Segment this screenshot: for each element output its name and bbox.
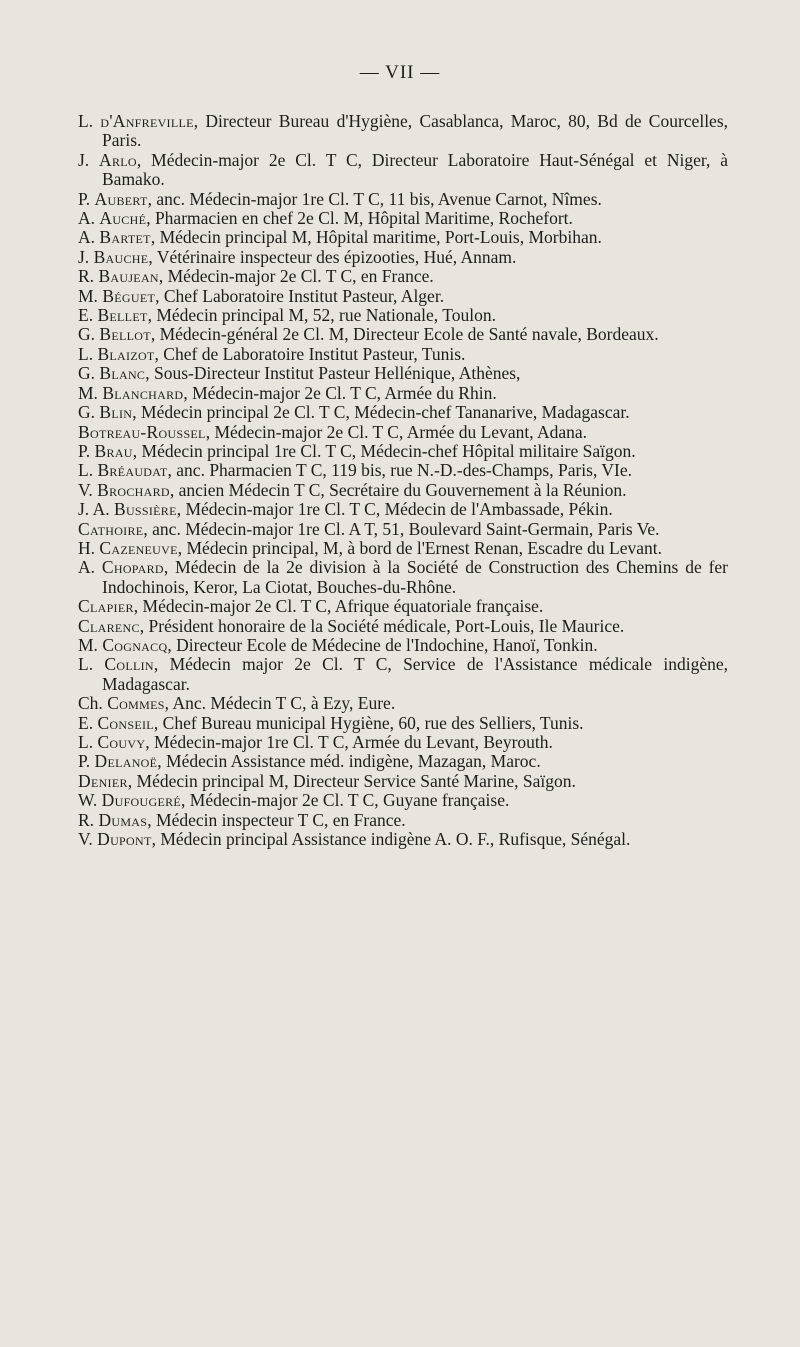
entry-initial: R. — [78, 809, 99, 830]
entry-initial: P. — [78, 188, 95, 209]
entry-description: Médecin-major 2e Cl. T C, Directeur Laboratoire Haut-Sénégal et Niger, à Bamako. — [102, 149, 728, 190]
entry-description: Directeur Ecole de Médecine de l'Indochine, Hanoï, Tonkin. — [176, 634, 598, 655]
list-item: R. Baujean, Médecin-major 2e Cl. T C, en France. — [78, 266, 434, 287]
entry-name: Clapier — [78, 596, 134, 617]
entry-description: Médecin principal 2e Cl. T C, Médecin-chef Tananarive, Madagascar. — [141, 402, 630, 423]
list-item: J. Bauche, Vétérinaire inspecteur des épizooties, Hué, Annam. — [78, 246, 517, 267]
list-item: W. Dufougeré, Médecin-major 2e Cl. T C, Guyane française. — [78, 790, 510, 811]
entry-name: Dupont — [97, 829, 152, 850]
entry-description: anc. Médecin-major 1re Cl. A T, 51, Boulevard Saint-Germain, Paris Ve. — [152, 518, 660, 539]
list-item: L. Blaizot, Chef de Laboratoire Institut Pasteur, Tunis. — [78, 343, 466, 364]
entry-description: Vétérinaire inspecteur des épizooties, Hué, Annam. — [156, 246, 517, 267]
entry-name: Collin — [104, 654, 154, 675]
entry-initial: G. — [78, 402, 100, 423]
entry-description: Chef de Laboratoire Institut Pasteur, Tunis. — [163, 343, 466, 364]
entry-description: Médecin principal M, Directeur Service Santé Marine, Saïgon. — [136, 770, 576, 791]
list-item: E. Bellet, Médecin principal M, 52, rue Nationale, Toulon. — [78, 305, 496, 326]
entry-name: Dufougeré — [101, 790, 182, 811]
entry-initial: E. — [78, 712, 98, 733]
entry-description: Médecin-major 1re Cl. T C, Médecin de l'Ambassade, Pékin. — [185, 499, 613, 520]
entry-name: Bauche — [93, 246, 149, 267]
list-item: P. Brau, Médecin principal 1re Cl. T C, Médecin-chef Hôpital militaire Saïgon. — [78, 440, 636, 461]
entry-description: Médecin-major 2e Cl. T C, en France. — [167, 266, 434, 287]
list-item: A. Chopard, Médecin de la 2e division à la Société de Construction des Chemins de fer Indochinois, Keror, La Ciotat, Bouches-du-Rhône. — [78, 557, 729, 597]
entry-initial: M. — [78, 382, 103, 403]
entry-name: Brau — [94, 440, 133, 461]
entry-initial: L. — [78, 460, 98, 481]
entry-name: d'Anfreville — [100, 111, 194, 131]
entry-description: anc. Pharmacien T C, 119 bis, rue N.-D.-des-Champs, Paris, VIe. — [176, 460, 633, 481]
entry-initial: J. — [78, 246, 94, 267]
list-item: A. Bartet, Médecin principal M, Hôpital maritime, Port-Louis, Morbihan. — [78, 227, 602, 248]
entry-name: Baujean — [98, 266, 159, 287]
entry-description: Chef Laboratoire Institut Pasteur, Alger. — [163, 285, 445, 306]
entry-description: Directeur Bureau d'Hygiène, Casablanca, Maroc, 80, Bd de Courcelles, Paris. — [102, 111, 729, 151]
list-item: L. Collin, Médecin major 2e Cl. T C, Service de l'Assistance médicale indigène, Madagascar. — [78, 654, 728, 694]
entry-initial: L. — [78, 732, 98, 752]
entry-initial: G. — [78, 363, 100, 384]
entry-name: Cognacq — [102, 634, 168, 655]
entry-initial: G. — [78, 324, 100, 345]
entry-name: Dumas — [98, 809, 148, 830]
entry-description: anc. Médecin-major 1re Cl. T C, 11 bis, Avenue Carnot, Nîmes. — [156, 188, 602, 209]
entry-initial: P. — [78, 440, 95, 461]
entry-description: Médecin-major 2e Cl. T C, Guyane française. — [189, 790, 510, 811]
list-item: V. Brochard, ancien Médecin T C, Secrétaire du Gouvernement à la Réunion. — [78, 479, 627, 500]
entry-initial: L. — [78, 654, 105, 675]
entry-name: Bréaudat — [97, 460, 168, 481]
entry-description: Médecin Assistance méd. indigène, Mazagan, Maroc. — [166, 751, 541, 772]
list-item: R. Dumas, Médecin inspecteur T C, en France. — [78, 809, 406, 830]
entry-name: Denier — [78, 770, 128, 791]
entry-initial: L. — [78, 111, 101, 131]
entry-initial: J. — [78, 149, 100, 170]
list-item: Clapier, Médecin-major 2e Cl. T C, Afrique équatoriale française. — [78, 596, 544, 617]
list-item: Clarenc, Président honoraire de la Société médicale, Port-Louis, Ile Maurice. — [78, 615, 625, 636]
entry-initial: J. A. — [78, 499, 114, 520]
entry-name: Brochard — [97, 479, 170, 500]
entry-initial: V. — [78, 829, 98, 850]
entry-initial: L. — [78, 343, 98, 364]
entry-description: Médecin inspecteur T C, en France. — [156, 809, 406, 830]
entry-description: Médecin principal M, Hôpital maritime, Port-Louis, Morbihan. — [159, 227, 602, 248]
entry-name: Conseil — [97, 712, 154, 733]
entry-description: Pharmacien en chef 2e Cl. M, Hôpital Maritime, Rochefort. — [154, 208, 573, 229]
entry-name: Blin — [99, 402, 133, 423]
entry-initial: H. — [78, 537, 100, 558]
entry-description: Médecin principal, M, à bord de l'Ernest Renan, Escadre du Levant. — [186, 537, 662, 558]
entry-description: Médecin-major 2e Cl. T C, Armée du Rhin. — [192, 382, 497, 403]
list-item: M. Cognacq, Directeur Ecole de Médecine de l'Indochine, Hanoï, Tonkin. — [78, 634, 598, 655]
list-item: G. Blin, Médecin principal 2e Cl. T C, Médecin-chef Tananarive, Madagascar. — [78, 402, 630, 423]
entry-name: Delanoë — [94, 751, 158, 772]
list-item: A. Auché, Pharmacien en chef 2e Cl. M, Hôpital Maritime, Rochefort. — [78, 208, 573, 229]
entry-description: Anc. Médecin T C, à Ezy, Eure. — [172, 693, 396, 714]
entry-initial: A. — [78, 227, 100, 248]
list-item: V. Dupont, Médecin principal Assistance indigène A. O. F., Rufisque, Sénégal. — [78, 829, 631, 850]
list-item: P. Delanoë, Médecin Assistance méd. indigène, Mazagan, Maroc. — [78, 751, 541, 772]
list-item: E. Conseil, Chef Bureau municipal Hygiène, 60, rue des Selliers, Tunis. — [78, 712, 584, 733]
entry-initial: A. — [78, 557, 102, 578]
entry-name: Auché — [99, 208, 147, 229]
entry-name: Cazeneuve — [99, 537, 178, 558]
entry-initial: W. — [78, 790, 102, 811]
entry-initial: R. — [78, 266, 99, 287]
entry-description: Médecin-général 2e Cl. M, Directeur Ecole de Santé navale, Bordeaux. — [159, 324, 659, 345]
list-item: Ch. Commes, Anc. Médecin T C, à Ezy, Eure. — [78, 693, 396, 714]
entry-description: Médecin major 2e Cl. T C, Service de l'Assistance médicale indigène, Madagascar. — [102, 654, 728, 694]
entry-initial: P. — [78, 751, 95, 772]
list-item: P. Aubert, anc. Médecin-major 1re Cl. T C, 11 bis, Avenue Carnot, Nîmes. — [78, 188, 602, 209]
entry-description: Médecin-major 2e Cl. T C, Armée du Levant, Adana. — [214, 421, 588, 442]
entry-description: Médecin principal 1re Cl. T C, Médecin-chef Hôpital militaire Saïgon. — [141, 440, 636, 461]
entry-description: ancien Médecin T C, Secrétaire du Gouvernement à la Réunion. — [178, 479, 627, 500]
entry-initial: M. — [78, 285, 103, 306]
entry-name: Bussière — [113, 499, 177, 520]
list-item: L. Bréaudat, anc. Pharmacien T C, 119 bis, rue N.-D.-des-Champs, Paris, VIe. — [78, 460, 633, 481]
entry-description: Médecin principal M, 52, rue Nationale, Toulon. — [156, 305, 496, 326]
entry-name: Bellot — [99, 324, 151, 345]
entry-name: Cathoire — [78, 518, 144, 539]
entry-description: Chef Bureau municipal Hygiène, 60, rue des Selliers, Tunis. — [162, 712, 584, 733]
entry-name: Béguet — [102, 285, 156, 306]
entry-description: Président honoraire de la Société médicale, Port-Louis, Ile Maurice. — [148, 615, 625, 636]
entry-initial: A. — [78, 208, 100, 229]
list-item: H. Cazeneuve, Médecin principal, M, à bord de l'Ernest Renan, Escadre du Levant. — [78, 537, 662, 558]
entry-name: Blaizot — [97, 343, 155, 364]
entry-name: Bartet — [99, 227, 151, 248]
list-item: Cathoire, anc. Médecin-major 1re Cl. A T, 51, Boulevard Saint-Germain, Paris Ve. — [78, 518, 660, 539]
entry-name: Chopard — [101, 557, 164, 578]
entry-name: Clarenc — [78, 615, 140, 636]
list-item: L. d'Anfreville, Directeur Bureau d'Hygiène, Casablanca, Maroc, 80, Bd de Courcelles, Paris. — [78, 111, 729, 151]
entry-name: Couvy — [97, 732, 146, 752]
member-list — [78, 112, 728, 849]
list-item: J. A. Bussière, Médecin-major 1re Cl. T C, Médecin de l'Ambassade, Pékin. — [78, 499, 613, 520]
entry-description: Médecin-major 2e Cl. T C, Afrique équatoriale française. — [142, 596, 544, 617]
list-item: Denier, Médecin principal M, Directeur Service Santé Marine, Saïgon. — [78, 770, 576, 791]
list-item: Botreau-Roussel, Médecin-major 2e Cl. T C, Armée du Levant, Adana. — [78, 421, 588, 442]
entry-initial: M. — [78, 634, 103, 655]
entry-name: Commes — [107, 693, 165, 714]
entry-name: Arlo — [99, 149, 137, 170]
entry-initial: V. — [78, 479, 98, 500]
entry-description: Médecin principal Assistance indigène A. O. F., Rufisque, Sénégal. — [160, 829, 631, 850]
list-item: M. Béguet, Chef Laboratoire Institut Pasteur, Alger. — [78, 285, 445, 306]
list-item: L. Couvy, Médecin-major 1re Cl. T C, Armée du Levant, Beyrouth. — [78, 732, 553, 752]
list-item: J. Arlo, Médecin-major 2e Cl. T C, Directeur Laboratoire Haut-Sénégal et Niger, à Bamako. — [78, 149, 728, 190]
list-item: M. Blanchard, Médecin-major 2e Cl. T C, Armée du Rhin. — [78, 382, 497, 403]
list-item: G. Bellot, Médecin-général 2e Cl. M, Directeur Ecole de Santé navale, Bordeaux. — [78, 324, 659, 345]
entry-description: Sous-Directeur Institut Pasteur Hellénique, Athènes, — [153, 363, 521, 384]
entry-description: Médecin-major 1re Cl. T C, Armée du Levant, Beyrouth. — [154, 732, 553, 752]
entry-initial: E. — [78, 305, 98, 326]
entry-name: Aubert — [94, 188, 148, 209]
entry-name: Bellet — [97, 305, 148, 326]
entry-description: Médecin de la 2e division à la Société de Construction des Chemins de fer Indochinois, Keror, La Ciotat, Bouches-du-Rhône. — [102, 557, 729, 597]
entry-name: Blanc — [99, 363, 146, 384]
entry-name: Botreau-Roussel — [78, 421, 206, 442]
list-item: G. Blanc, Sous-Directeur Institut Pasteur Hellénique, Athènes, — [78, 363, 521, 384]
page-number: — VII — — [359, 62, 441, 83]
entry-initial: Ch. — [78, 693, 108, 714]
entry-name: Blanchard — [102, 382, 184, 403]
